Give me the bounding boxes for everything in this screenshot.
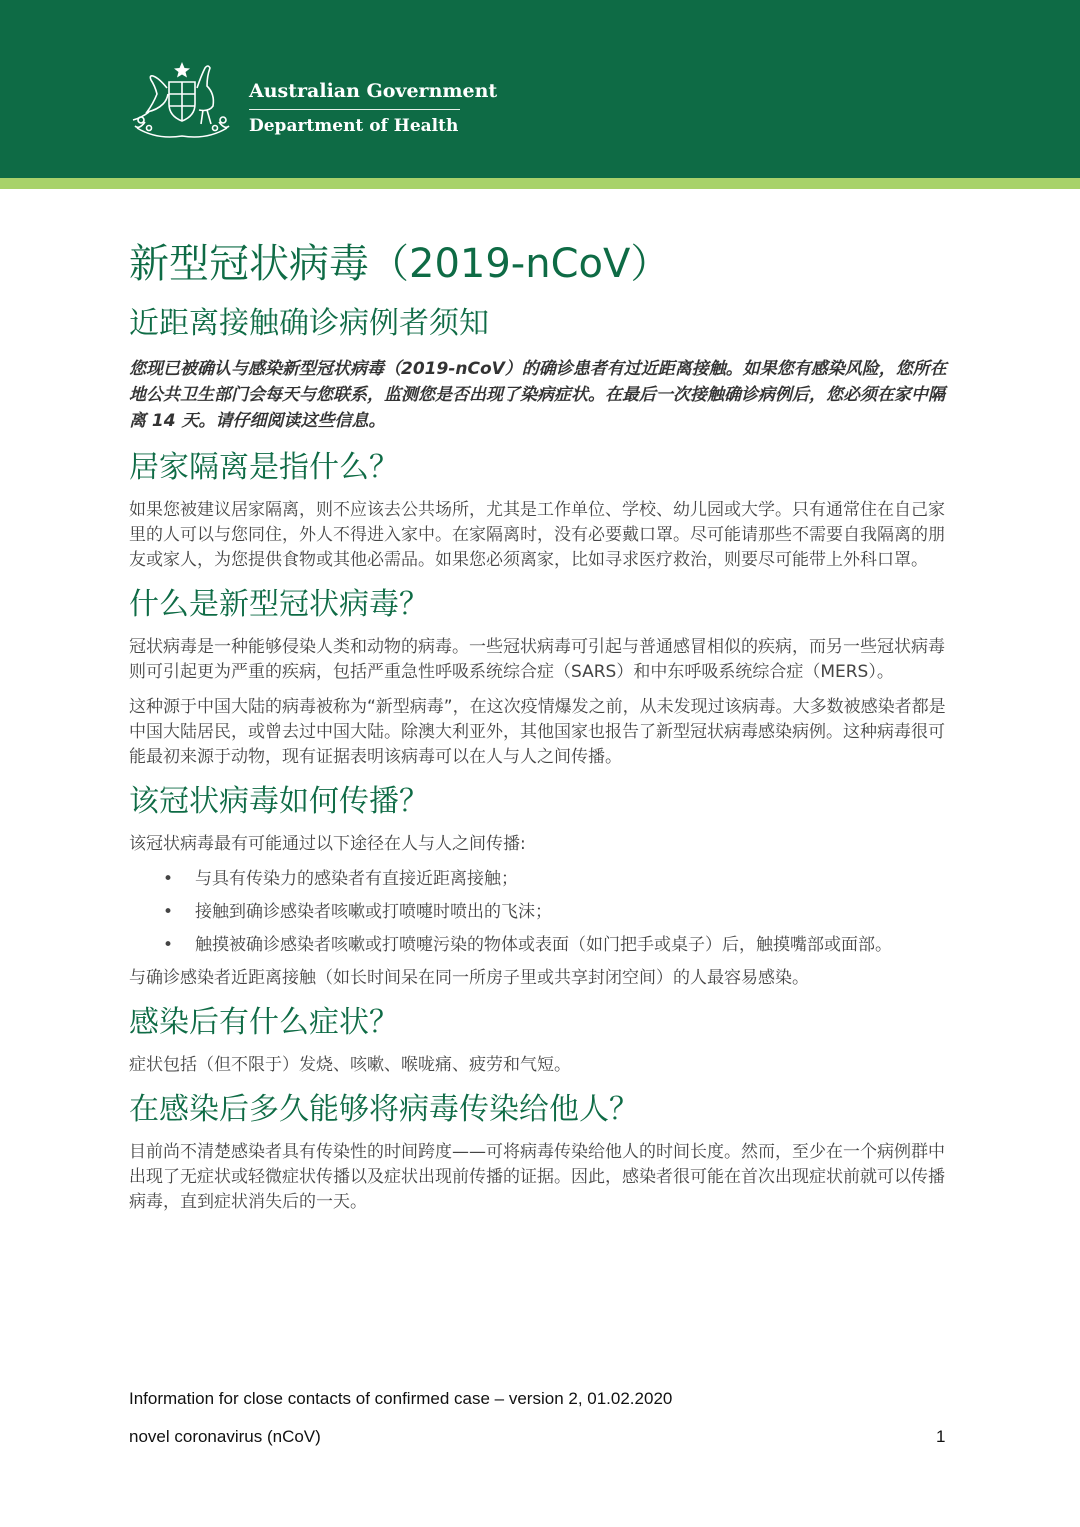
section-heading: 该冠状病毒如何传播？ (129, 784, 429, 819)
page-subtitle: 近距离接触确诊病例者须知 (129, 306, 489, 341)
list-item (129, 933, 953, 958)
header-divider (249, 109, 460, 110)
intro-paragraph: 您现已被确认与感染新型冠状病毒（2019-nCoV）的确诊患者有过近距离接触。如果您有感染风险，您所在地公共卫生部门会每天与您联系，监测您是否出现了染病症状。在最后一次接触确诊病例后，您必须在家中隔离 14 天。请仔细阅读这些信息。 (129, 359, 947, 431)
footer-topic: novel coronavirus (nCoV) (129, 1427, 321, 1446)
section-paragraph: 与确诊感染者近距离接触（如长时间呆在同一所房子里或共享封闭空间）的人最容易感染。 (129, 968, 809, 988)
bullet-icon: • (163, 902, 174, 922)
section-symptoms (129, 1001, 953, 1078)
department-name: Department of Health (249, 116, 459, 136)
page-title: 新型冠状病毒（2019-nCoV） (129, 241, 671, 287)
section-heading: 在感染后多久能够将病毒传染给他人？ (129, 1092, 639, 1127)
header-accent-stripe (0, 178, 1080, 189)
list-item (129, 867, 953, 892)
footer-document-info: Information for close contacts of confirmed case – version 2, 01.02.2020 (129, 1389, 673, 1408)
section-heading: 什么是新型冠状病毒？ (129, 587, 429, 622)
section-home-isolation (129, 446, 953, 573)
coat-of-arms-icon (127, 58, 237, 142)
section-paragraph: 症状包括（但不限于）发烧、咳嗽、喉咙痛、疲劳和气短。 (129, 1055, 571, 1075)
list-item (129, 900, 953, 925)
bullet-icon: • (163, 935, 174, 955)
section-lead: 该冠状病毒最有可能通过以下途径在人与人之间传播: (129, 834, 526, 854)
list-item-text: 与具有传染力的感染者有直接近距离接触； (195, 869, 518, 889)
section-paragraph: 如果您被建议居家隔离，则不应该去公共场所，尤其是工作单位、学校、幼儿园或大学。只有通常住在自己家里的人可以与您同住，外人不得进入家中。在家隔离时，没有必要戴口罩。尽可能请那些不需要自我隔离的朋友或家人，为您提供食物或其他必需品。如果您必须离家，比如寻求医疗救治，则要尽可能带上外科口罩。 (129, 500, 945, 570)
section-what-is-coronavirus (129, 583, 953, 770)
section-paragraph: 目前尚不清楚感染者具有传染性的时间跨度——可将病毒传染给他人的时间长度。然而，至少在一个病例群中出现了无症状或轻微症状传播以及症状出现前传播的证据。因此，感染者很可能在首次出现症状前就可以传播病毒，直到症状消失后的一天。 (129, 1142, 945, 1212)
header-banner (0, 0, 1080, 178)
section-heading: 感染后有什么症状？ (129, 1005, 399, 1040)
section-infectious-period (129, 1088, 953, 1215)
list-item-text: 触摸被确诊感染者咳嗽或打喷嚏污染的物体或表面（如门把手或桌子）后，触摸嘴部或面部。 (195, 935, 892, 955)
section-transmission (129, 780, 953, 991)
bullet-icon: • (163, 869, 174, 889)
list-item-text: 接触到确诊感染者咳嗽或打喷嚏时喷出的飞沫； (195, 902, 552, 922)
government-name: Australian Government (249, 80, 498, 102)
page-number: 1 (936, 1427, 946, 1446)
transmission-list (129, 867, 953, 958)
document-body (129, 236, 953, 1225)
section-heading: 居家隔离是指什么？ (129, 450, 399, 485)
section-paragraph: 冠状病毒是一种能够侵染人类和动物的病毒。一些冠状病毒可引起与普通感冒相似的疾病，而另一些冠状病毒则可引起更为严重的疾病，包括严重急性呼吸系统综合症（SARS）和中东呼吸系统综合症（MERS）。 (129, 637, 945, 682)
section-paragraph: 这种源于中国大陆的病毒被称为“新型病毒”，在这次疫情爆发之前，从未发现过该病毒。大多数被感染者都是中国大陆居民，或曾去过中国大陆。除澳大利亚外，其他国家也报告了新型冠状病毒感染病例。这种病毒很可能最初来源于动物，现有证据表明该病毒可以在人与人之间传播。 (129, 697, 946, 767)
